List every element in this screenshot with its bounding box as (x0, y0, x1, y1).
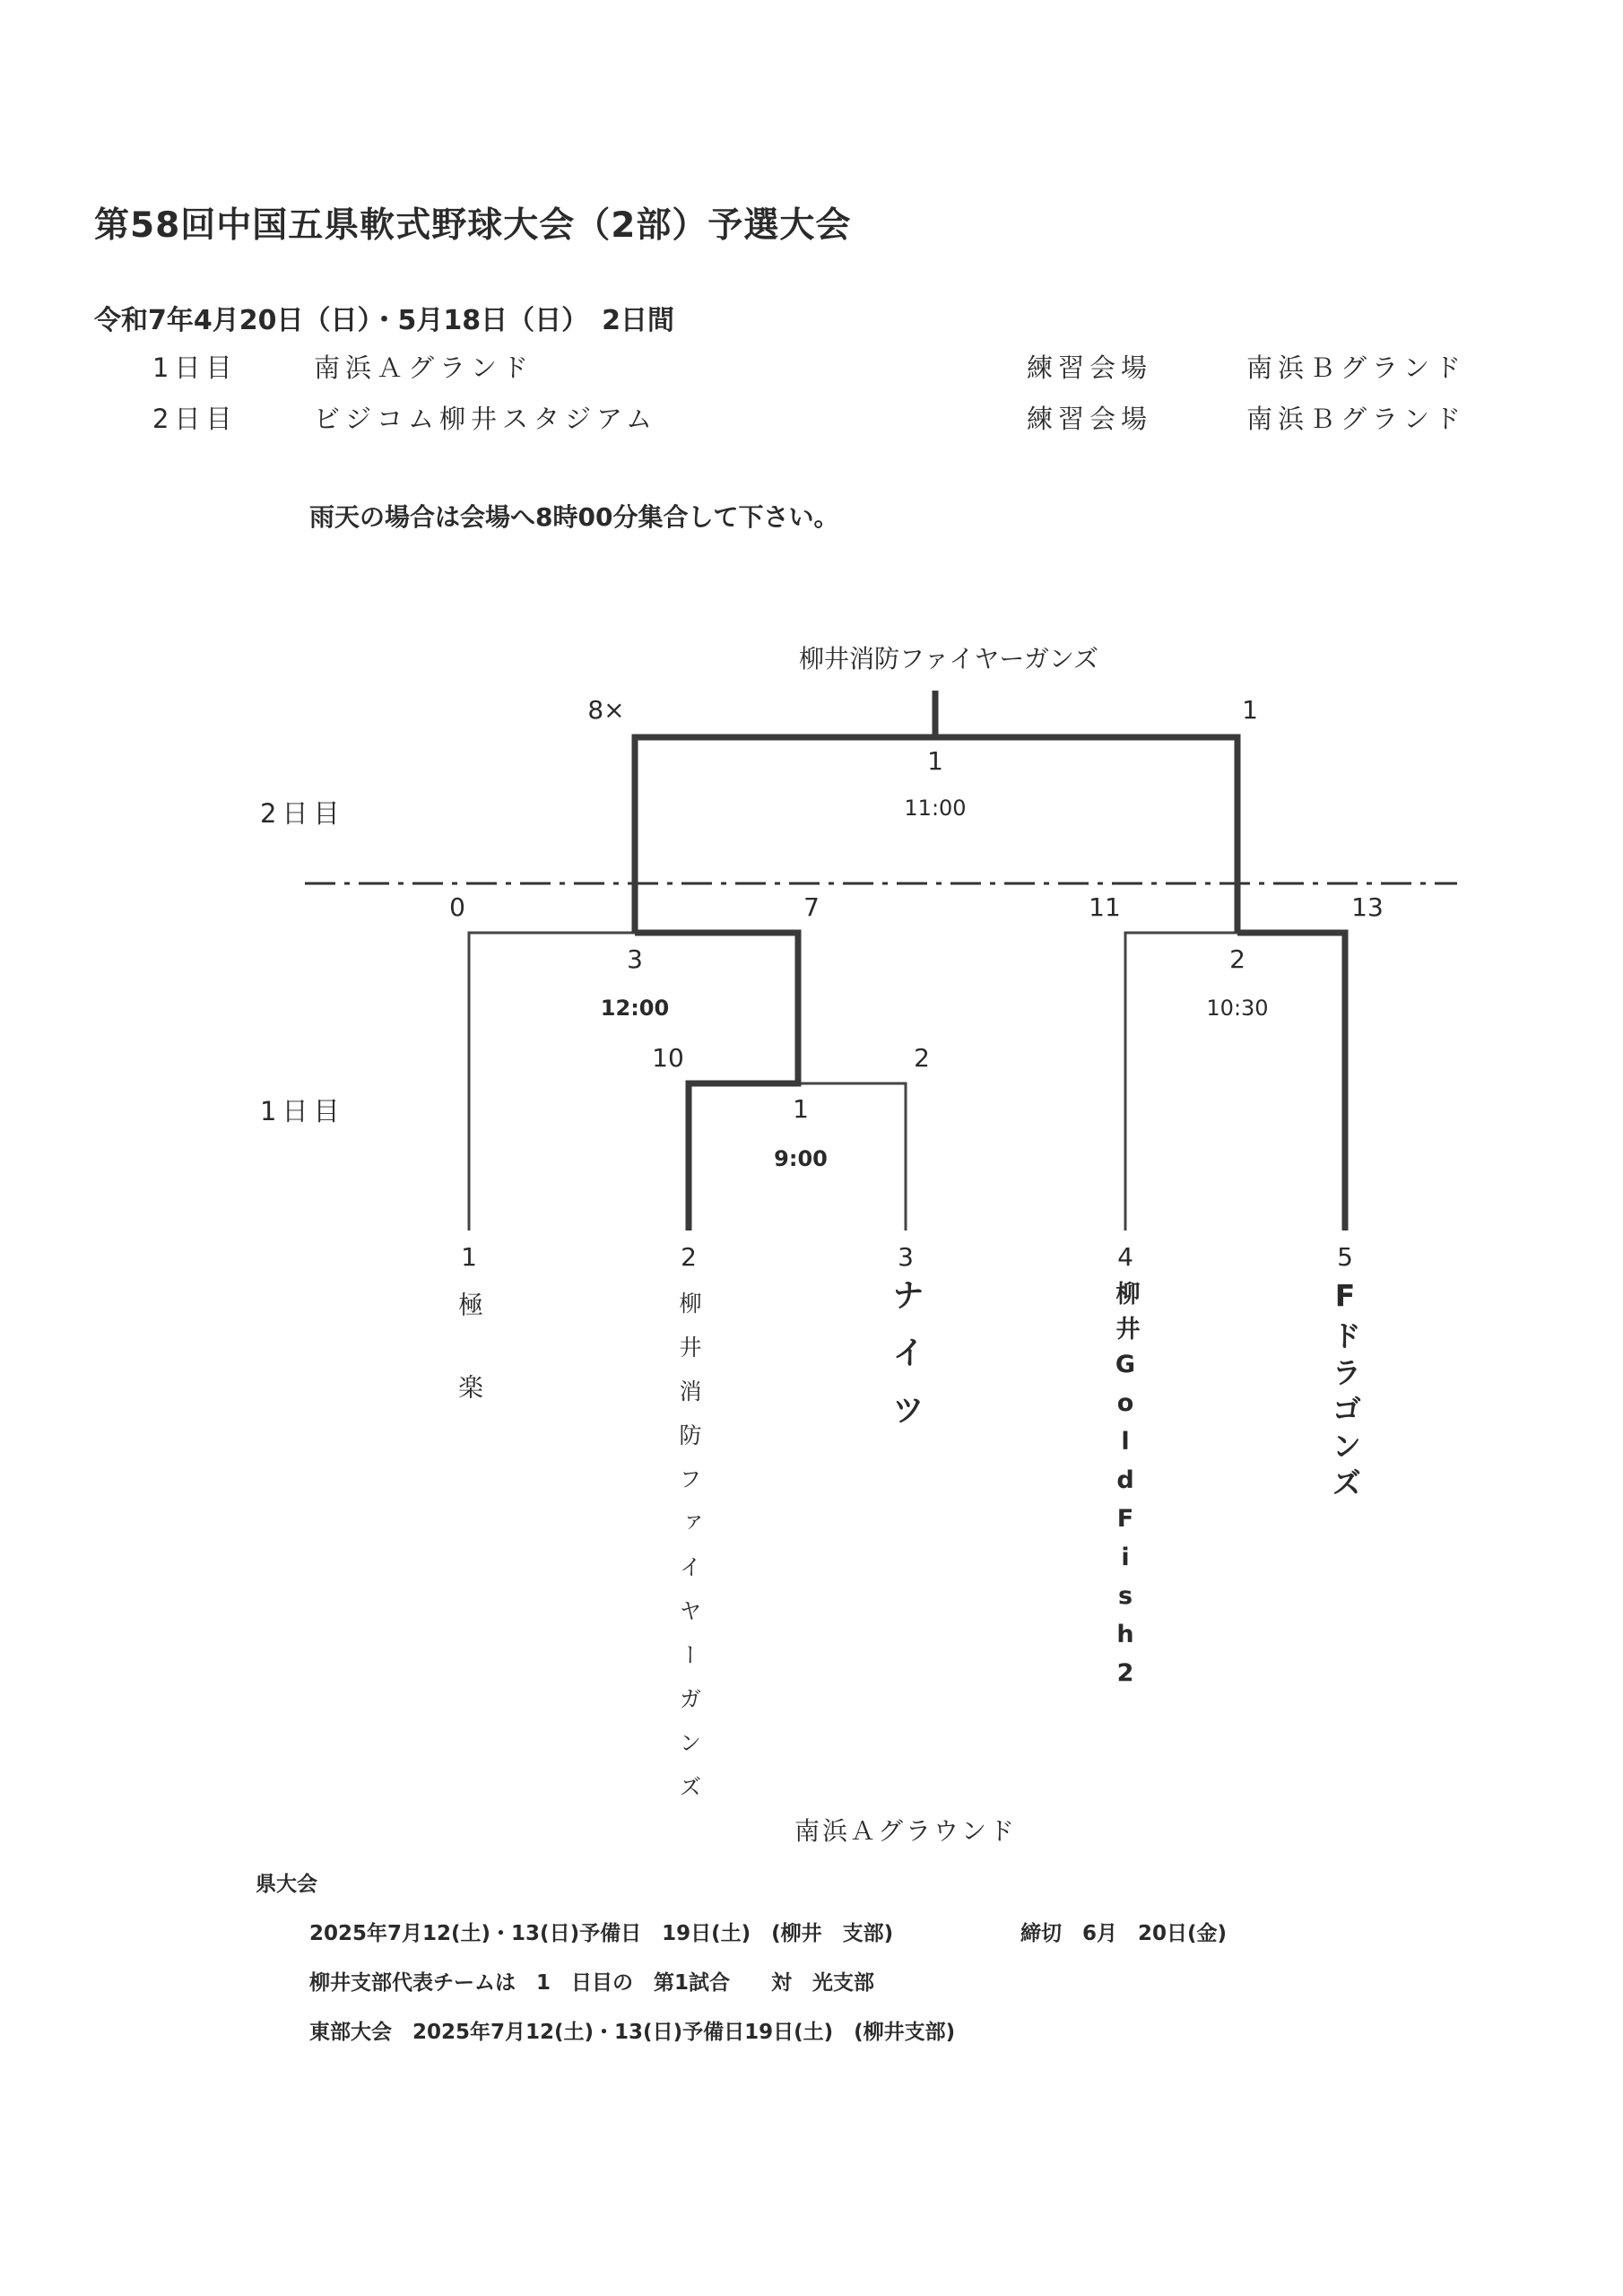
event-dates: 令和7年4月20日（日）・5月18日（日） 2日間 (94, 305, 674, 336)
bracket-line-semi-right (935, 737, 1237, 933)
bracket-line-semi-left-win (635, 737, 935, 933)
team-name-1: 極楽 (455, 1292, 484, 1457)
first-round-score-right: 2 (914, 1043, 930, 1073)
semi-left-score-right: 7 (803, 892, 820, 922)
team-name-2: 柳井消防ファイヤーガンズ (676, 1292, 702, 1819)
bracket-venue: 南浜Ａグラウンド (794, 1816, 1018, 1846)
semi-left-score-left: 0 (449, 892, 465, 922)
semi-left-game-no: 3 (627, 944, 643, 974)
bracket-line-team1 (469, 933, 635, 1231)
day1-label: 1日目 (260, 1096, 345, 1126)
schedule-day-2: 2日目 (152, 404, 238, 434)
final-game-no: 1 (927, 746, 943, 776)
team-no-5: 5 (1337, 1242, 1353, 1272)
prefectural-heading: 県大会 (256, 1873, 317, 1896)
semi-left-time: 12:00 (600, 996, 670, 1021)
schedule-day-1: 1日目 (152, 352, 238, 383)
bracket-line-team2-win (635, 933, 798, 1231)
final-score-left: 8× (587, 695, 625, 725)
prefectural-deadline: 締切 6月 20日(金) (1020, 1922, 1228, 1945)
day2-label: 2日目 (260, 798, 345, 829)
schedule-venue-2: ビジコム柳井スタジアム (314, 404, 657, 434)
prefectural-line2: 柳井支部代表チームは 1 日目の 第1試合 対 光支部 (309, 1971, 875, 1995)
rain-notice: 雨天の場合は会場へ8時00分集合して下さい。 (309, 502, 839, 532)
schedule-practice-label-2: 練習会場 (1027, 404, 1153, 434)
schedule-practice-venue-1: 南浜Ｂグランド (1246, 352, 1467, 383)
semi-right-time: 10:30 (1206, 996, 1269, 1021)
team-no-4: 4 (1117, 1242, 1133, 1272)
bracket-line-team4 (1125, 933, 1237, 1231)
team-name-3: ナイツ (887, 1278, 924, 1450)
team-no-3: 3 (898, 1242, 914, 1272)
first-round-score-left: 10 (652, 1043, 684, 1073)
prefectural-line3: 東部大会 2025年7月12(土)・13(日)予備日19日(土) (柳井支部) (309, 2021, 956, 2044)
team-name-5: Fドラゴンズ (1327, 1278, 1363, 1504)
bracket-line-team5-win (1237, 933, 1345, 1231)
semi-right-game-no: 2 (1229, 944, 1245, 974)
champion-name: 柳井消防ファイヤーガンズ (798, 644, 1099, 674)
schedule-practice-venue-2: 南浜Ｂグランド (1246, 404, 1467, 434)
team-no-2: 2 (681, 1242, 697, 1272)
final-score-right: 1 (1242, 695, 1258, 725)
schedule-practice-label-1: 練習会場 (1027, 352, 1153, 383)
first-round-game-no: 1 (793, 1094, 809, 1124)
first-round-time: 9:00 (774, 1146, 828, 1171)
semi-right-score-right: 13 (1351, 892, 1384, 922)
schedule-venue-1: 南浜Ａグランド (314, 352, 534, 383)
page-title: 第58回中国五県軟式野球大会（2部）予選大会 (94, 205, 852, 246)
semi-right-score-left: 11 (1089, 892, 1121, 922)
team-name-4: 柳井GoldFish2 (1111, 1281, 1140, 1698)
team-no-1: 1 (461, 1242, 477, 1272)
final-time: 11:00 (904, 796, 967, 821)
prefectural-line1: 2025年7月12(土)・13(日)予備日 19日(土) (柳井 支部) (309, 1922, 894, 1945)
